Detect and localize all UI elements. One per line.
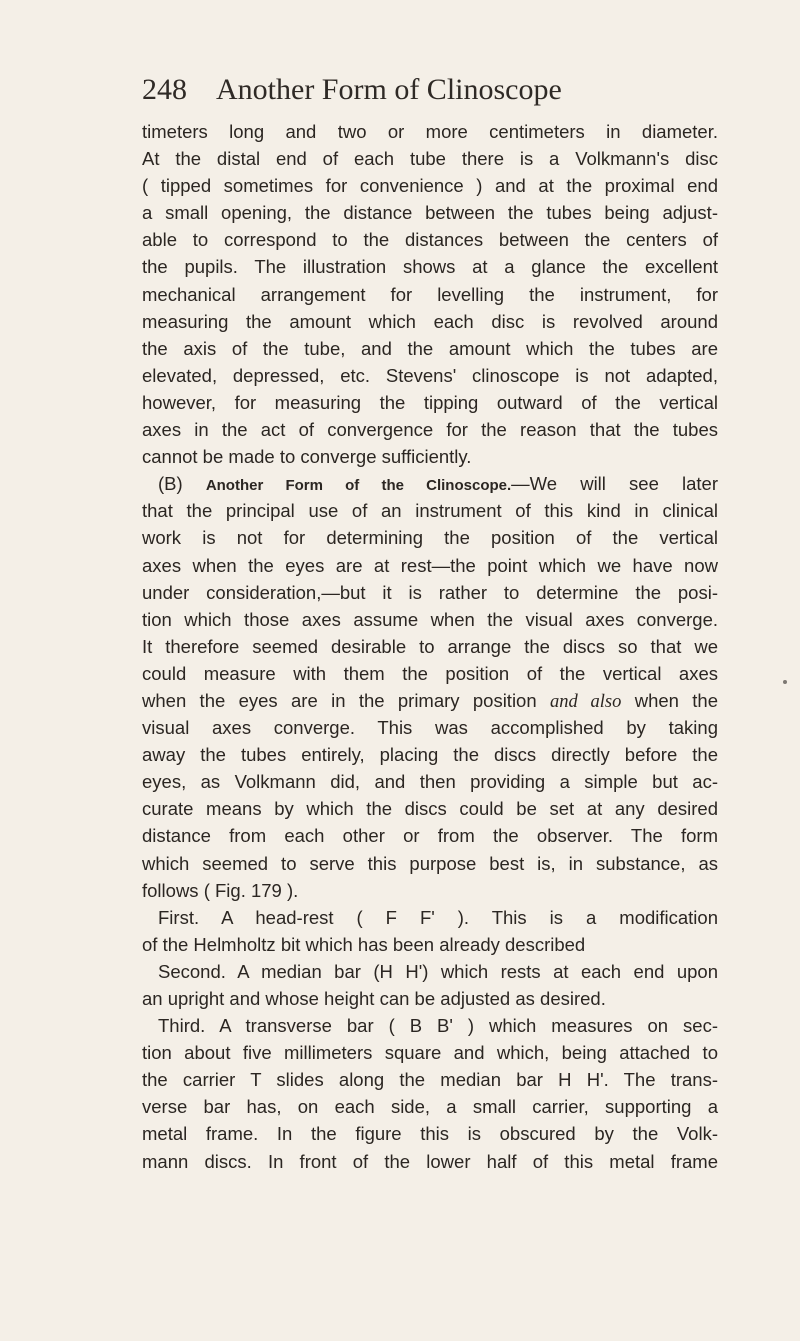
line-22-start: when the eyes are in the primary position xyxy=(142,689,550,711)
line-22-end: when the xyxy=(621,689,718,711)
running-title: Another Form of Clinoscope xyxy=(216,73,562,106)
text-line-30: First. A head-rest ( F F' ). This is a modification xyxy=(158,906,718,928)
text-line-29: follows ( Fig. 179 ). xyxy=(142,879,299,901)
line-22-italic: and also xyxy=(549,691,622,712)
text-line-28: which seemed to serve this purpose best is, in substance, as xyxy=(142,852,718,874)
text-line-31: of the Helmholtz bit which has been already described xyxy=(142,933,586,955)
text-line-25: eyes, as Volkmann did, and then providing a simple but ac- xyxy=(142,771,718,793)
text-line-6: the pupils. The illustration shows at a glance the excellent xyxy=(142,256,718,278)
text-line-18: under consideration,—but it is rather to determine the posi- xyxy=(142,581,718,603)
margin-mark xyxy=(783,680,787,684)
text-line-38: metal frame. In the figure this is obscured by the Volk- xyxy=(142,1123,718,1145)
section-b-heading: Another Form of the Clinoscope. xyxy=(205,477,512,495)
text-line-24: away the tubes entirely, placing the discs directly before the xyxy=(142,744,718,766)
section-b-rest: —We will see later xyxy=(511,473,718,495)
text-line-16: work is not for determining the position of the vertical xyxy=(142,527,718,549)
text-line-32: Second. A median bar (H H') which rests at each end upon xyxy=(158,960,718,982)
text-line-11: however, for measuring the tipping outward of the vertical xyxy=(142,391,718,413)
section-b-heading-line xyxy=(142,470,718,497)
text-line-23: visual axes converge. This was accomplished by taking xyxy=(142,717,718,739)
section-b-marker: (B) xyxy=(158,473,183,495)
text-line-5: able to correspond to the distances between the centers of xyxy=(142,229,718,251)
page-number: 248 xyxy=(142,73,187,106)
text-line-8: measuring the amount which each disc is revolved around xyxy=(142,310,718,332)
text-line-1: timeters long and two or more centimeters in diameter. xyxy=(142,121,718,142)
text-line-35: tion about five millimeters square and which, being attached to xyxy=(142,1042,718,1064)
text-line-13: cannot be made to converge sufficiently. xyxy=(142,446,472,468)
text-line-26: curate means by which the discs could be set at any desired xyxy=(142,798,718,820)
text-line-22 xyxy=(142,687,718,714)
text-line-15: that the principal use of an instrument of this kind in clinical xyxy=(142,500,718,522)
text-line-21: could measure with them the position of the vertical axes xyxy=(142,662,718,684)
text-line-33: an upright and whose height can be adjusted as desired. xyxy=(142,988,606,1009)
text-line-20: It therefore seemed desirable to arrange the discs so that we xyxy=(142,635,718,657)
text-line-37: verse bar has, on each side, a small carrier, supporting a xyxy=(142,1096,718,1118)
text-line-10: elevated, depressed, etc. Stevens' clinoscope is not adapted, xyxy=(142,364,718,386)
text-line-7: mechanical arrangement for levelling the instrument, for xyxy=(142,283,718,305)
page-header xyxy=(142,68,702,112)
text-line-34: Third. A transverse bar ( B B' ) which measures on sec- xyxy=(158,1015,718,1037)
text-line-12: axes in the act of convergence for the reason that the tubes xyxy=(142,419,718,441)
text-line-39: mann discs. In front of the lower half of this metal frame xyxy=(142,1150,718,1172)
text-line-3: ( tipped sometimes for convenience ) and at the proximal end xyxy=(142,175,718,197)
text-line-4: a small opening, the distance between the tubes being adjust- xyxy=(142,202,718,224)
text-line-17: axes when the eyes are at rest—the point which we have now xyxy=(142,554,718,576)
text-line-2: At the distal end of each tube there is a Volkmann's disc xyxy=(142,148,718,170)
text-line-19: tion which those axes assume when the visual axes converge. xyxy=(142,608,718,630)
text-line-9: the axis of the tube, and the amount which the tubes are xyxy=(142,337,718,359)
text-line-36: the carrier T slides along the median bar H H'. The trans- xyxy=(142,1069,718,1091)
text-line-27: distance from each other or from the observer. The form xyxy=(142,825,718,847)
body-text xyxy=(142,118,718,1175)
